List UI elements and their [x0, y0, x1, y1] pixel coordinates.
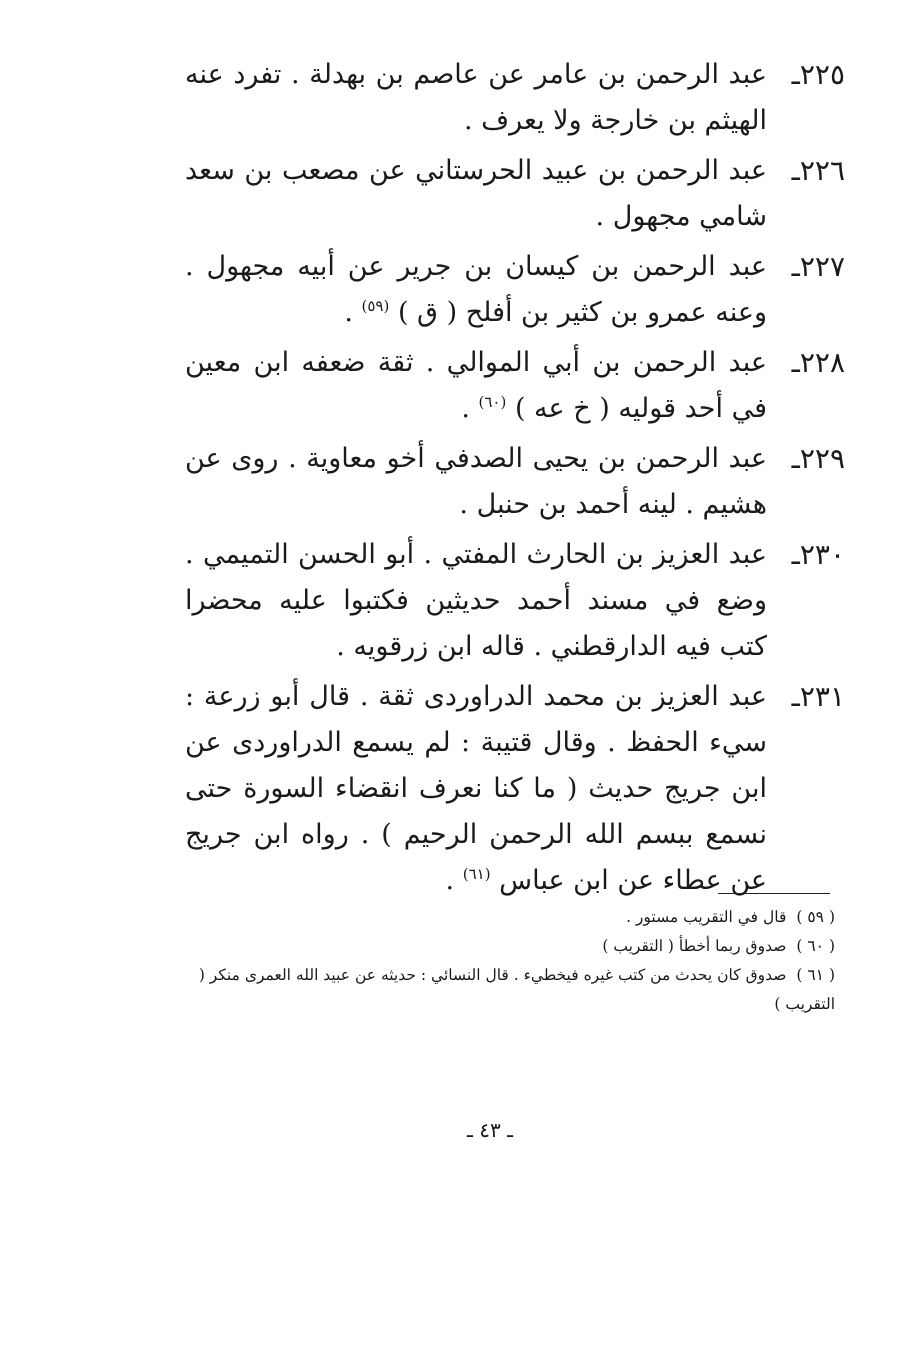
entry-text-body: عبد الرحمن بن أبي الموالي . ثقة ضعفه ابن معين في أحد قوليه ( خ عه )	[185, 347, 767, 424]
entry-number: ٢٢٨ـ	[791, 346, 845, 379]
entry-text: عبد الرحمن بن أبي الموالي . ثقة ضعفه ابن معين في أحد قوليه ( خ عه ) $^{(٦٠)}$ .	[185, 347, 767, 424]
entry-text-body: عبد الرحمن بن كيسان بن جرير عن أبيه مجهول . وعنه عمرو بن كثير بن أفلح ( ق )	[185, 251, 767, 328]
entry-text-body: عبد العزيز بن الحارث المفتي . أبو الحسن التميمي . وضع في مسند أحمد حديثين فكتبوا عليه محضرا كتب فيه الدارقطني . قاله ابن زرقويه .	[185, 539, 767, 662]
footnote-reference: (٥٩)	[361, 297, 390, 315]
entry-text-body: عبد الرحمن بن عبيد الحرستاني عن مصعب بن سعد شامي مجهول .	[185, 155, 767, 232]
footnote-separator	[718, 893, 830, 894]
entry-text	[185, 52, 767, 144]
entry-number: ٢٢٧ـ	[791, 250, 845, 283]
entry-text	[185, 436, 767, 528]
footnote	[190, 961, 835, 1019]
entries-list	[185, 52, 845, 908]
entry-text-body: عبد الرحمن بن يحيى الصدفي أخو معاوية . روى عن هشيم . لينه أحمد بن حنبل .	[185, 443, 767, 520]
footnote-text: قال في التقريب مستور .	[626, 908, 787, 926]
entry	[185, 674, 845, 904]
entry-number: ٢٢٥ـ	[791, 58, 845, 91]
footnote-text: صدوق كان يحدث من كتب غيره فيخطيء . قال النسائي : حديثه عن عبيد الله العمرى منكر ( التقريب )	[198, 966, 835, 1013]
entry-text: عبد الرحمن بن كيسان بن جرير عن أبيه مجهول . وعنه عمرو بن كثير بن أفلح ( ق ) $^{(٥٩)}$ .	[185, 251, 767, 328]
footnote-text: صدوق ربما أخطأ ( التقريب )	[602, 937, 787, 955]
entry-number: ٢٣١ـ	[791, 680, 845, 713]
footnote-number: ( ٦٠ )	[796, 937, 835, 955]
entry-text	[185, 148, 767, 240]
footnote-number: ( ٥٩ )	[796, 908, 835, 926]
entry-text-body: عبد العزيز بن محمد الدراوردى ثقة . قال أبو زرعة : سيء الحفظ . وقال قتيبة : لم يسمع الدراوردى عن ابن جريج حديث ( ما كنا نعرف انقضاء السورة حتى نسمع ببسم الله الرحمن الرحيم ) . رواه ابن جريج عن عطاء عن ابن عباس	[185, 681, 767, 896]
page-number: ـ ٤٣ ـ	[467, 1118, 513, 1142]
entry-text: عبد العزيز بن محمد الدراوردى ثقة . قال أبو زرعة : سيء الحفظ . وقال قتيبة : لم يسمع الدراوردى عن ابن جريج حديث ( ما كنا نعرف انقضاء السورة حتى نسمع ببسم الله الرحمن الرحيم ) . رواه ابن جريج عن عطاء عن ابن عباس $^{(٦١)}$ .	[185, 681, 767, 896]
entry	[185, 532, 845, 670]
entry	[185, 52, 845, 144]
footnotes	[190, 903, 835, 1019]
entry-number: ٢٢٦ـ	[791, 154, 845, 187]
footnote-reference: (٦١)	[462, 865, 491, 883]
footnote	[190, 932, 835, 961]
entry	[185, 340, 845, 432]
entry-text	[185, 532, 767, 670]
entry	[185, 436, 845, 528]
entry	[185, 244, 845, 336]
entry-text-body: عبد الرحمن بن عامر عن عاصم بن بهدلة . تفرد عنه الهيثم بن خارجة ولا يعرف .	[185, 59, 767, 136]
entry-number: ٢٣٠ـ	[791, 538, 845, 571]
footnote	[190, 903, 835, 932]
entry-number: ٢٢٩ـ	[791, 442, 845, 475]
footnote-number: ( ٦١ )	[796, 966, 835, 984]
entry	[185, 148, 845, 240]
footnote-reference: (٦٠)	[478, 393, 507, 411]
